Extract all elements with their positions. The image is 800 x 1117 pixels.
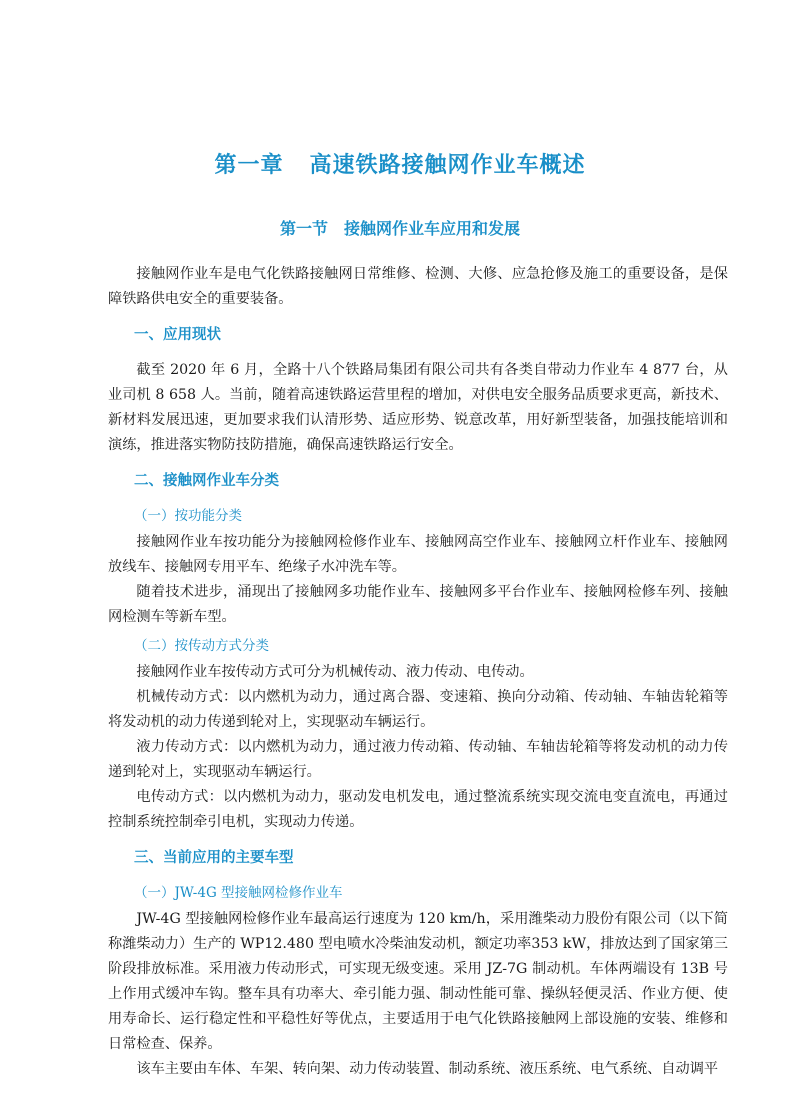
chapter-number: 第一章 [214, 153, 284, 178]
paragraph: 该车主要由车体、车架、转向架、动力传动装置、制动系统、液压系统、电气系统、自动调平 [136, 1061, 719, 1077]
paragraph: 接触网作业车按传动方式可分为机械传动、液力传动、电传动。 [136, 664, 534, 680]
subheading-jw4g: （一）JW-4G 型接触网检修作业车 [134, 885, 343, 901]
section-title [0, 216, 800, 239]
heading-application-status: 一、应用现状 [134, 327, 221, 343]
subheading-by-function: （一）按功能分类 [134, 508, 242, 524]
body-text [108, 262, 728, 1082]
subheading-by-transmission: （二）按传动方式分类 [134, 638, 269, 654]
paragraph: 随着技术进步，涌现出了接触网多功能作业车、接触网多平台作业车、接触网检修车列、接触网检测车等新车型。 [108, 584, 728, 625]
intro-paragraph: 接触网作业车是电气化铁路接触网日常维修、检测、大修、应急抢修及施工的重要设备，是保障铁路供电安全的重要装备。 [108, 266, 728, 307]
paragraph: 接触网作业车按功能分为接触网检修作业车、接触网高空作业车、接触网立杆作业车、接触网放线车、接触网专用平车、绝缘子水冲洗车等。 [108, 534, 728, 575]
paragraph: 机械传动方式：以内燃机为动力，通过离合器、变速箱、换向分动箱、传动轴、车轴齿轮箱等将发动机的动力传递到轮对上，实现驱动车辆运行。 [108, 689, 728, 730]
paragraph: 液力传动方式：以内燃机为动力，通过液力传动箱、传动轴、车轴齿轮箱等将发动机的动力传递到轮对上，实现驱动车辆运行。 [108, 739, 728, 780]
chapter-name: 高速铁路接触网作业车概述 [309, 153, 586, 178]
section-name: 接触网作业车应用和发展 [344, 219, 521, 238]
paragraph: JW-4G 型接触网检修作业车最高运行速度为 120 km/h，采用潍柴动力股份有限公司（以下简称潍柴动力）生产的 WP12.480 型电喷水冷柴油发动机，额定功率353 kW，排放达到了国家第三阶段排放标准。采用液力传动形式，可实现无级变速。采用 JZ-7G 制动机。车体两端设有 13B 号上作用式缓冲车钩。整车具有功率大、牵引能力强、制动性能可靠、操纵轻便灵活、作业方便、使用寿命长、运行稳定性和平稳性好等优点，主要适用于电气化铁路接触网上部设施的安装、维修和日常检查、保养。 [108, 911, 728, 1052]
heading-main-models: 三、当前应用的主要车型 [134, 850, 294, 866]
section-number: 第一节 [279, 219, 328, 238]
heading-classification: 二、接触网作业车分类 [134, 473, 279, 489]
paragraph: 电传动方式：以内燃机为动力，驱动发电机发电，通过整流系统实现交流电变直流电，再通过控制系统控制牵引电机，实现动力传递。 [108, 789, 728, 830]
paragraph: 截至 2020 年 6 月，全路十八个铁路局集团有限公司共有各类自带动力作业车 4 877 台，从业司机 8 658 人。当前，随着高速铁路运营里程的增加，对供电安全服务品质要求更高，新技术、新材料发展迅速，更加要求我们认清形势、适应形势、锐意改革，用好新型装备，加强技能培训和演练，推进落实物防技防措施，确保高速铁路运行安全。 [108, 362, 728, 453]
chapter-title [0, 148, 800, 179]
